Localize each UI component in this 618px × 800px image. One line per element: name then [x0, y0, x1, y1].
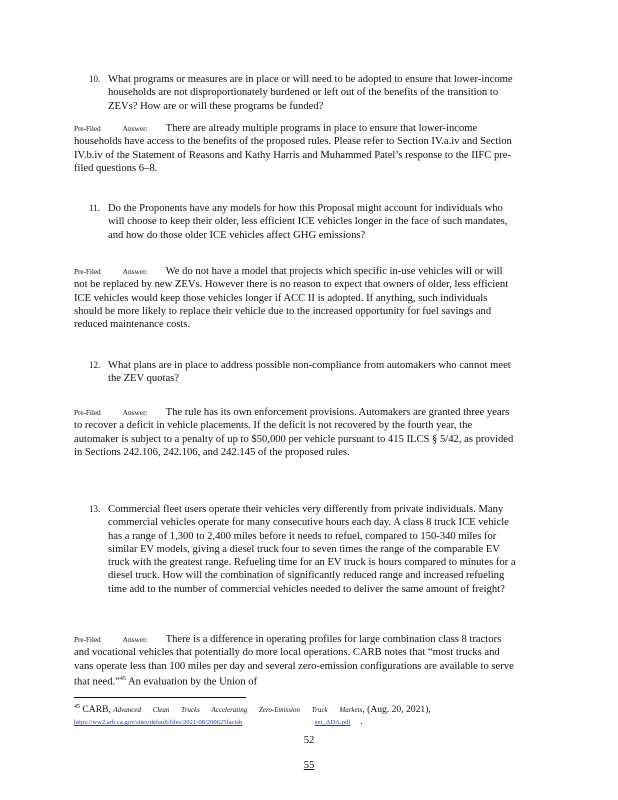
prefiled-label: Pre-Filed — [74, 267, 101, 276]
footnote-ref[interactable]: 45 — [119, 675, 126, 682]
footnote — [74, 702, 524, 728]
answer-11 — [74, 265, 514, 331]
prefiled-label: Pre-Filed — [74, 635, 101, 644]
answer-text: There is a difference in operating profiles for large combination class 8 tractors and vocational vehicles that potentially do more local operations. CARB notes that “most trucks and vans operate less than 100 miles per day and several zero-emission configurations are available to serve that need.” — [74, 634, 514, 688]
answer-text: There are already multiple programs in place to ensure that lower-income households have access to the benefits of the proposed rules. Please refer to Section IV.a.iv and Section IV.b.iv of the Statement of Reasons and Kathy Harris and Muhammed Patel’s response to the IIFC pre-filed questions 6–8. — [74, 123, 512, 174]
prefiled-label: Pre-Filed — [74, 408, 101, 417]
question-number: 10. — [89, 74, 101, 84]
prefiled-label: Pre-Filed — [74, 124, 101, 133]
footnote-link-tail[interactable]: eet_ADA.pdf — [314, 719, 351, 726]
answer-10 — [74, 122, 514, 175]
answer-label: Answer: — [122, 267, 148, 276]
footnote-link[interactable]: https://ww2.arb.ca.gov/sites/default/files/2021-08/200625factsh — [74, 719, 243, 726]
answer-text: The rule has its own enforcement provisions. Automakers are granted three years to recover a deficit in vehicle placements. If the deficit is not recovered by the fourth year, the automaker is subject to a penalty of up to $50,000 per vehicle pursuant to 415 ILCS § 5/42, as provided in Sections 242.106, 242.106, and 242.145 of the proposed rules. — [74, 407, 514, 458]
question-text: What programs or measures are in place or will need to be adopted to ensure that lower-income households are not disproportionately burdened or left out of the benefits of the transition to ZEVs? How are or will these programs be funded? — [108, 74, 513, 112]
question-number: 11. — [89, 203, 100, 213]
footnote-divider — [74, 697, 246, 698]
answer-12 — [74, 406, 514, 459]
answer-label: Answer: — [122, 635, 148, 644]
question-text: Commercial fleet users operate their vehicles very differently from private individuals. Many commercial vehicles operate for many consecutive hours each day. A class 8 truck ICE vehicle has a range of 1,300 to 2,400 miles before it needs to refuel, compared to 150-340 miles for similar EV models, giving a diesel truck four to seven times the range of the comparable EV truck with the greatest range. Refueling time for an EV truck is hours compared to minutes for a diesel truck. How will the combination of significantly reduced range and increased refueling time add to the number of commercial vehicles needed to deliver the same amount of freight? — [108, 504, 516, 595]
question-text: Do the Proponents have any models for how this Proposal might account for individuals who will choose to keep their older, less efficient ICE vehicles longer in the face of such mandates, and how do those older ICE vehicles affect GHG emissions? — [108, 203, 508, 241]
answer-text-tail: An evaluation by the Union of — [125, 676, 258, 688]
footnote-source: CARB, — [82, 704, 111, 715]
page-number: 52 — [303, 735, 315, 746]
footnote-title: Advanced Clean Trucks Accelerating Zero-Emission Truck Markets — [113, 706, 363, 714]
answer-13 — [74, 633, 514, 689]
question-13 — [89, 503, 519, 596]
question-text: What plans are in place to address possible non-compliance from automakers who cannot meet the ZEV quotas? — [108, 360, 511, 385]
footnote-date: , (Aug. 20, 2021), — [362, 704, 431, 715]
page-number-wrap — [0, 760, 618, 771]
footnote-end: . — [360, 716, 363, 727]
page-number-alt: 55 — [303, 760, 315, 771]
answer-label: Answer: — [122, 124, 148, 133]
question-10 — [89, 73, 519, 113]
question-number: 13. — [89, 504, 101, 514]
answer-label: Answer: — [122, 408, 148, 417]
question-number: 12. — [89, 360, 101, 370]
footnote-number: 45 — [74, 704, 80, 710]
answer-text: We do not have a model that projects which specific in-use vehicles will or will not be replaced by new ZEVs. However there is no reason to expect that owners of older, less efficient ICE vehicles would keep those vehicles longer if ACC II is adopted. If anything, such individuals should be more likely to replace their vehicle due to the increased opportunity for fuel savings and reduced maintenance costs. — [74, 266, 509, 331]
question-11 — [89, 202, 519, 242]
question-12 — [89, 359, 519, 386]
